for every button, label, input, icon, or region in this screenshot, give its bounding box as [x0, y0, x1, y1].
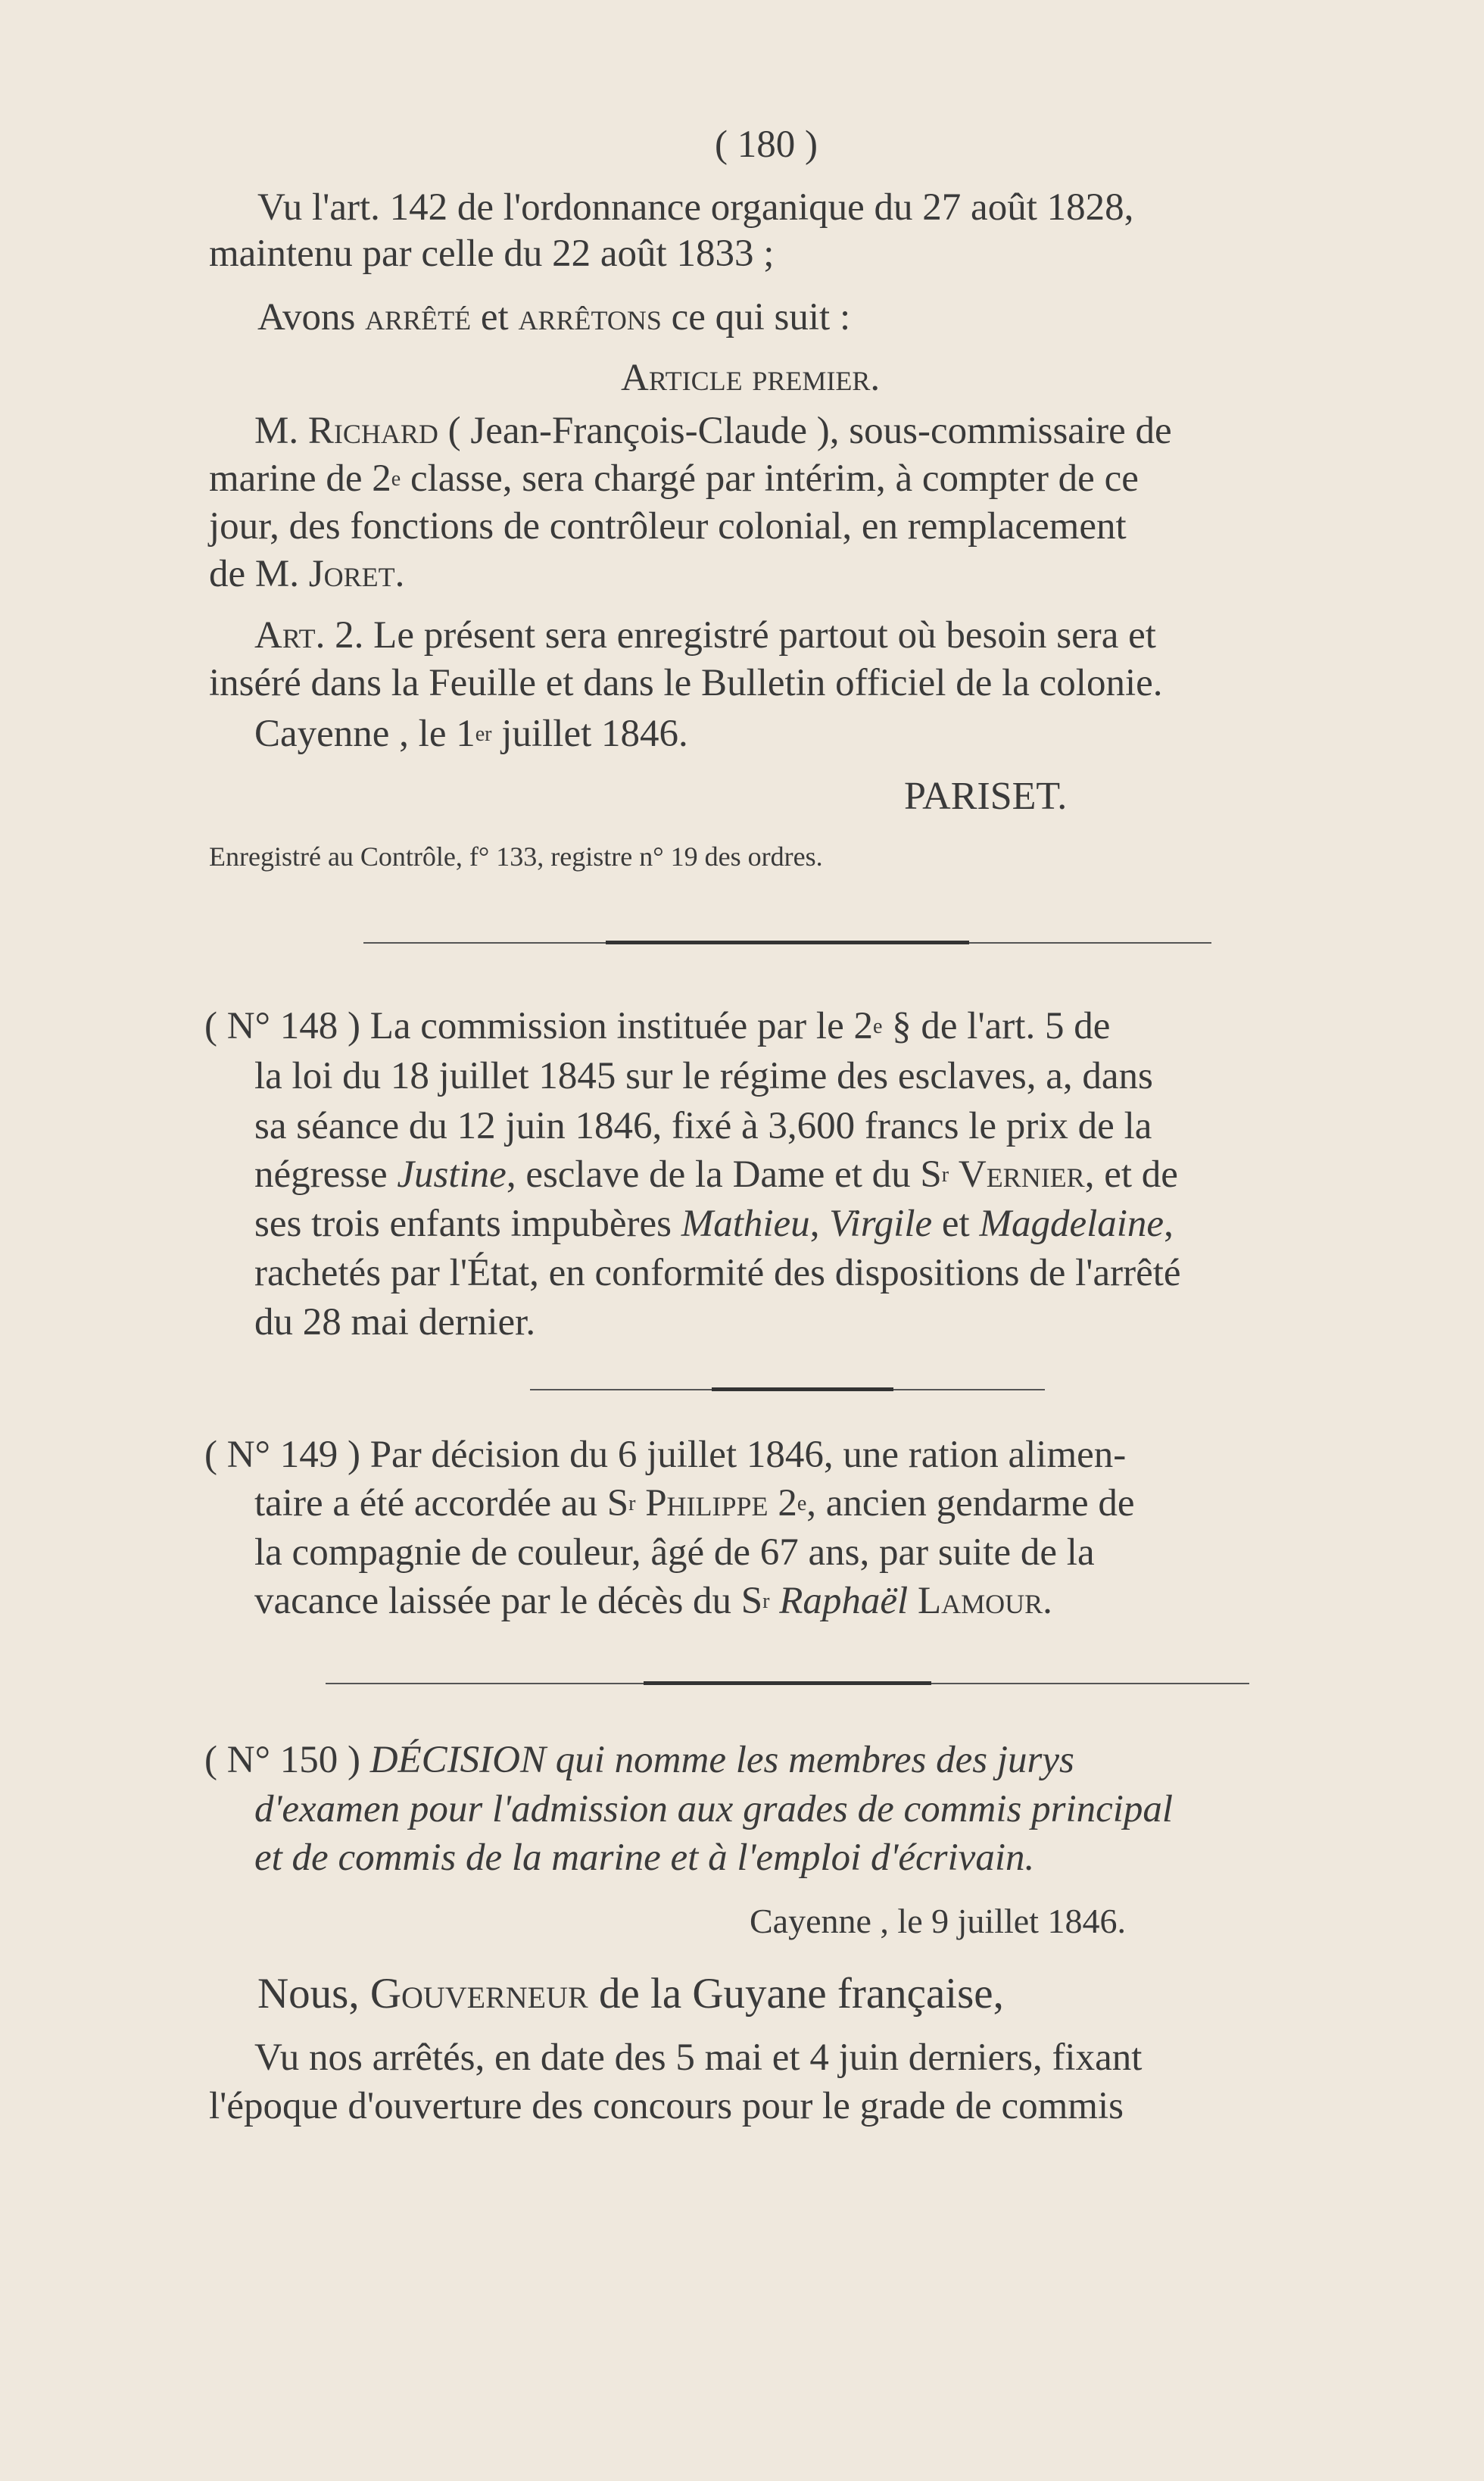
- text-line: la compagnie de couleur, âgé de 67 ans, par suite de la: [254, 1531, 1095, 1574]
- text-line: la loi du 18 juillet 1845 sur le régime des esclaves, a, dans: [254, 1055, 1153, 1097]
- text-line: taire a été accordée au $S^r$ Philippe 2e, ancien gendarme de: [254, 1482, 1135, 1524]
- registration-note: Enregistré au Contrôle, f° 133, registre n° 19 des ordres.: [209, 841, 823, 872]
- text-line: de M. Joret.: [209, 553, 405, 595]
- text-line: ( N° 150 ) DÉCISION qui nomme les membres des jurys: [204, 1739, 1074, 1781]
- text-line: Vu l'art. 142 de l'ordonnance organique du 27 août 1828,: [257, 186, 1134, 229]
- text-line: Vu nos arrêtés, en date des 5 mai et 4 juin derniers, fixant: [254, 2036, 1143, 2079]
- text-line: maintenu par celle du 22 août 1833 ;: [209, 232, 775, 275]
- separator-rule: [326, 1683, 1249, 1684]
- text-line: l'époque d'ouverture des concours pour le grade de commis: [209, 2085, 1124, 2127]
- text-line: Art. 2. Le présent sera enregistré partout où besoin sera et: [254, 614, 1156, 657]
- separator-rule: [363, 942, 1211, 944]
- text-line: du 28 mai dernier.: [254, 1301, 536, 1343]
- signature: PARISET.: [904, 775, 1068, 818]
- text-line: vacance laissée par le décès du $S^r$ Raphaël Lamour.: [254, 1580, 1052, 1622]
- text-line: inséré dans la Feuille et dans le Bulletin officiel de la colonie.: [209, 662, 1163, 704]
- text-line: rachetés par l'État, en conformité des dispositions de l'arrêté: [254, 1252, 1181, 1294]
- text-line: jour, des fonctions de contrôleur colonial, en remplacement: [209, 505, 1127, 548]
- text-line: Avons arrêté et arrêtons ce qui suit :: [257, 296, 851, 339]
- text-line: marine de 2e classe, sera chargé par intérim, à compter de ce: [209, 457, 1139, 500]
- text-line: d'examen pour l'admission aux grades de commis principal: [254, 1788, 1174, 1830]
- text-line: et de commis de la marine et à l'emploi d'écrivain.: [254, 1837, 1035, 1879]
- text-line: ( N° 148 ) La commission instituée par le 2e § de l'art. 5 de: [204, 1005, 1111, 1047]
- text-line: M. Richard ( Jean-François-Claude ), sous-commissaire de: [254, 410, 1172, 452]
- text-line: ( N° 149 ) Par décision du 6 juillet 1846, une ration alimen-: [204, 1434, 1127, 1476]
- text-line: ses trois enfants impubères Mathieu, Virgile et Magdelaine,: [254, 1203, 1174, 1245]
- text-line: Nous, Gouverneur de la Guyane française,: [257, 1970, 1004, 2018]
- text-line: sa séance du 12 juin 1846, fixé à 3,600 francs le prix de la: [254, 1105, 1152, 1147]
- article-heading: Article premier.: [621, 357, 881, 399]
- date-line: Cayenne , le 9 juillet 1846.: [750, 1902, 1126, 1940]
- text-line: négresse Justine, esclave de la Dame et du $S^r$ Vernier, et de: [254, 1153, 1178, 1196]
- separator-rule: [530, 1389, 1045, 1390]
- date-line: Cayenne , le 1er juillet 1846.: [254, 713, 688, 755]
- page-number: ( 180 ): [715, 123, 818, 166]
